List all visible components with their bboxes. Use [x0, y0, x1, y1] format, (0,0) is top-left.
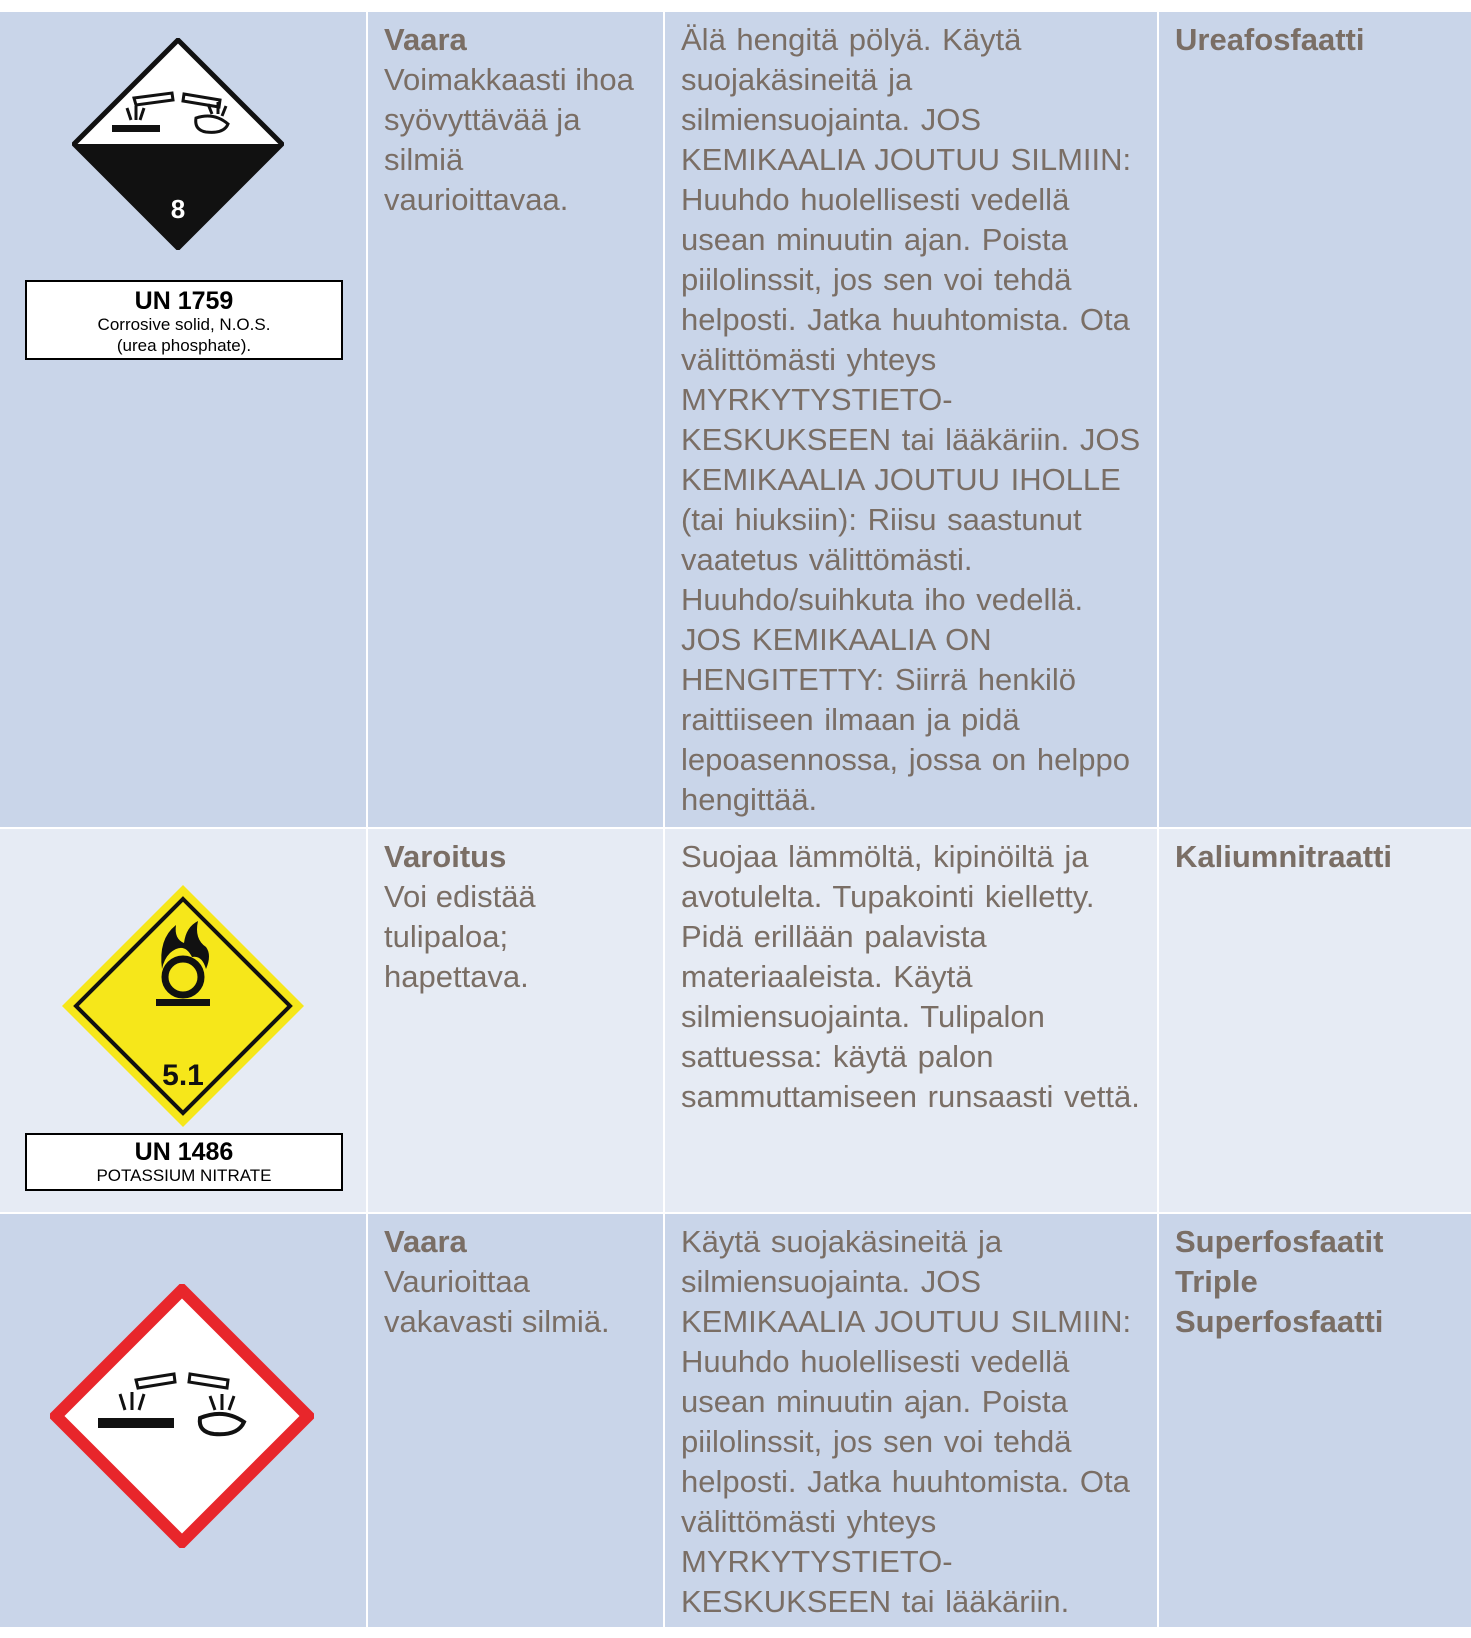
hazard-statement: Voimakkaasti ihoa syövyttävää ja silmiä vaurioittavaa. [384, 62, 634, 217]
hazard-statement-cell [368, 12, 663, 827]
substance-cell [1159, 12, 1471, 827]
un-number-label [25, 1133, 343, 1191]
pictogram-cell [0, 829, 366, 1212]
ghs05-corrosion-icon [50, 1284, 314, 1548]
un-description: Corrosive solid, N.O.S. [97, 315, 271, 334]
substance-cell [1159, 829, 1471, 1212]
substance-name: Superfosfaatit [1175, 1224, 1384, 1259]
signal-word: Vaara [384, 22, 467, 57]
substance-name: Triple [1175, 1264, 1258, 1299]
signal-word: Varoitus [384, 839, 507, 874]
precautionary-statement: Käytä suojakäsineitä ja silmiensuojainta. JOS KEMIKAALIA JOUTUU SILMIIN: Huuhdo huolellisesti vedellä usean minuutin ajan. Poista piilolinssit, jos sen voi tehdä helposti. Jatka huuhtomista. Ota välittömästi yhteys MYRKYTYSTIETO-KESKUKSEEN tai lääkäriin. [681, 1224, 1132, 1619]
un-code: UN 1486 [134, 1138, 234, 1166]
substance-name: Ureafosfaatti [1175, 22, 1365, 57]
precautionary-statement: Älä hengitä pölyä. Käytä suojakäsineitä ja silmiensuojainta. JOS KEMIKAALIA JOUTUU SILMIIN: Huuhdo huolellisesti vedellä usean minuutin ajan. Poista piilolinssit, jos sen voi tehdä helposti. Jatka huuhtomista. Ota välittömästi yhteys MYRKYTYSTIETO-KESKUKSEEN tai lääkäriin. JOS KEMIKAALIA JOUTUU IHOLLE (tai hiuksiin): Riisu saastunut vaatetus välittömästi. Huuhdo/suihkuta iho vedellä. JOS KEMIKAALIA ON HENGITETTY: Siirrä henkilö raittiiseen ilmaan ja pidä lepoasennossa, jossa on helppo hengittää. [681, 22, 1141, 817]
un-code: UN 1759 [134, 287, 234, 315]
substance-name: Superfosfaatti [1175, 1304, 1384, 1339]
hazard-statement-cell [368, 829, 663, 1212]
hazard-class-number: 5.1 [162, 1059, 204, 1092]
precaution-cell [665, 1214, 1157, 1627]
hazard-statement: Voi edistää tulipaloa; hapettava. [384, 879, 536, 994]
precaution-cell [665, 829, 1157, 1212]
hazard-table [0, 12, 1468, 1627]
substance-name: Kaliumnitraatti [1175, 839, 1393, 874]
pictogram-cell [0, 12, 366, 827]
hazard-class-number: 8 [170, 194, 186, 224]
adr-class-5-1-oxidizer-icon [58, 881, 308, 1131]
pictogram-cell [0, 1214, 366, 1627]
precaution-cell [665, 12, 1157, 827]
un-description: POTASSIUM NITRATE [96, 1166, 272, 1185]
un-description: (urea phosphate). [116, 336, 252, 355]
substance-cell [1159, 1214, 1471, 1627]
precautionary-statement: Suojaa lämmöltä, kipinöiltä ja avotulelta. Tupakointi kielletty. Pidä erillään palavista materiaaleista. Käytä silmiensuojainta. Tulipalon sattuessa: käytä palon sammuttamiseen runsaasti vettä. [681, 839, 1140, 1114]
signal-word: Vaara [384, 1224, 467, 1259]
hazard-statement-cell [368, 1214, 663, 1627]
adr-class-8-corrosive-icon [72, 38, 284, 250]
un-number-label [25, 280, 343, 360]
hazard-statement: Vaurioittaa vakavasti silmiä. [384, 1264, 610, 1339]
